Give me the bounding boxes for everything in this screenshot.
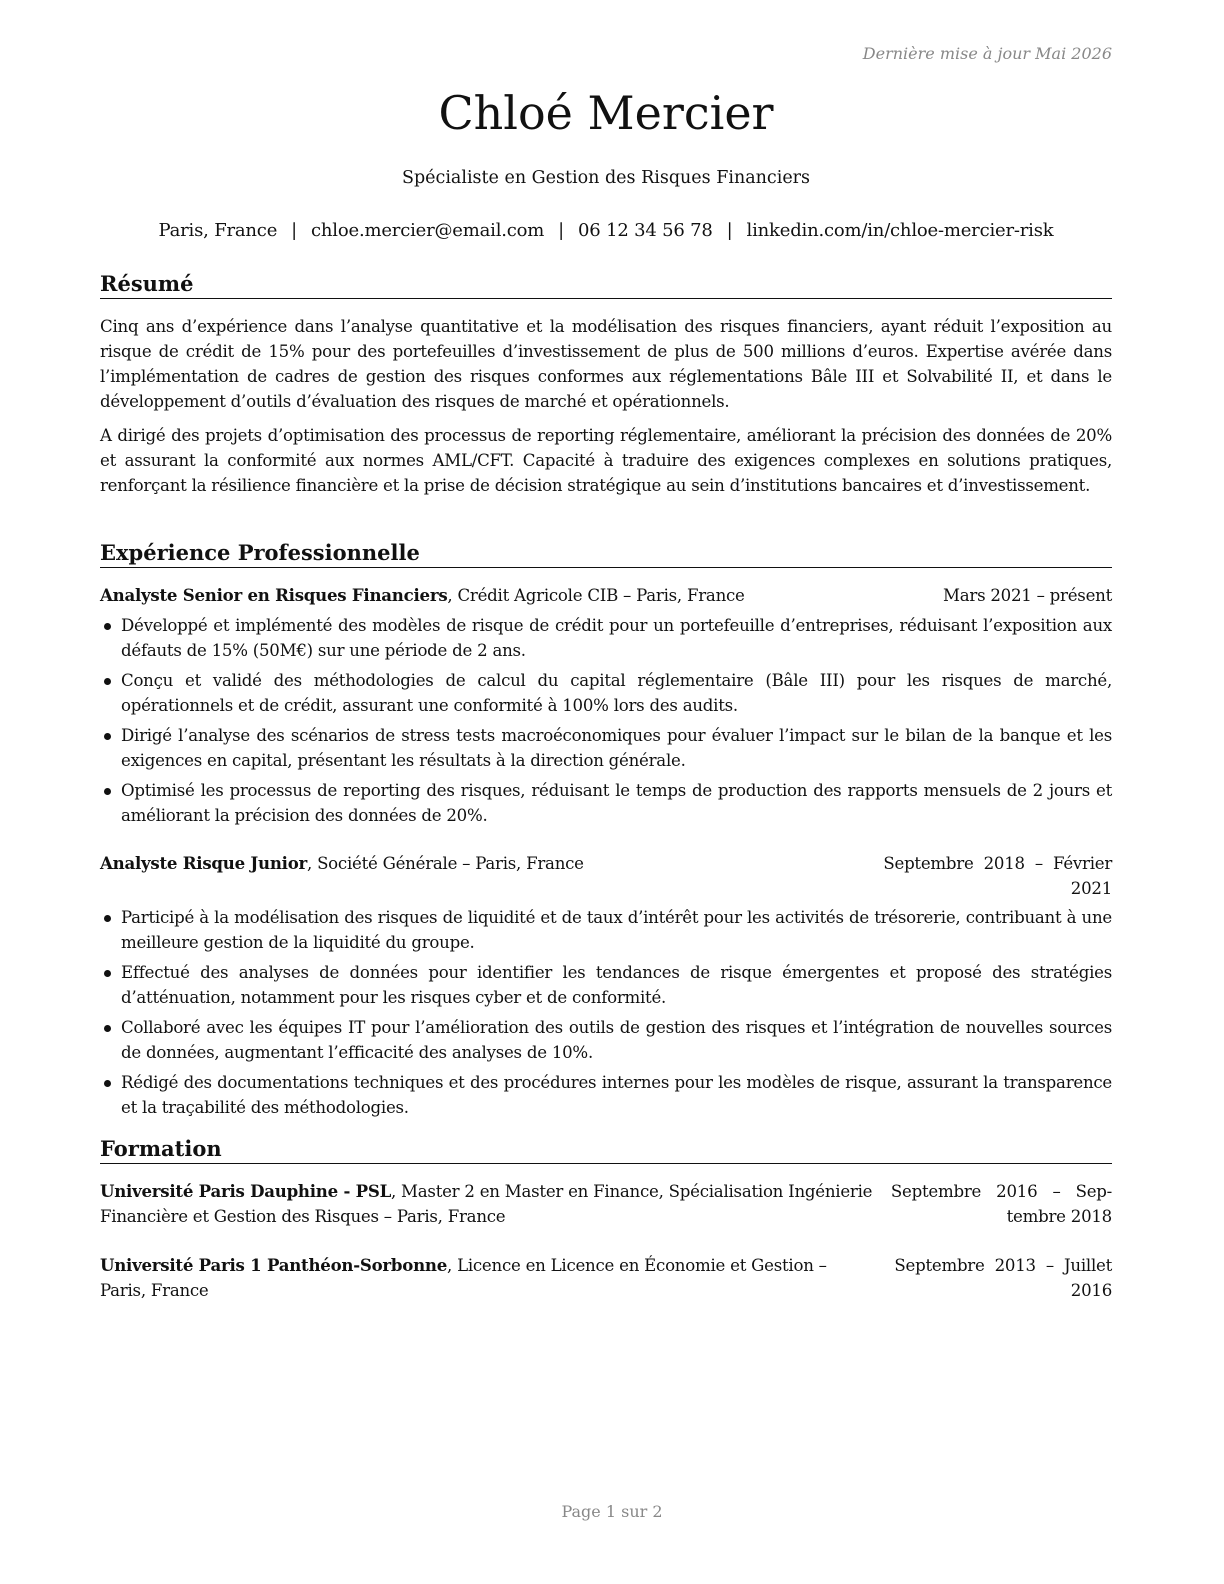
job-bullets: [100, 613, 1112, 833]
education-dates: tembre 2018: [1006, 1207, 1112, 1226]
contact-location: Paris, France: [158, 220, 278, 241]
section-title-experience: Expérience Professionnelle: [100, 540, 1112, 568]
bullet-item: Dirigé l’analyse des scénarios de stress tests macroéconomiques pour évaluer l’impact sur le bilan de la banque et les exigences en capital, présentant les résultats à la direction générale.: [100, 723, 1112, 773]
education-degree: , Master 2 en Master en Finance, Spécialisation Ingénierie: [391, 1182, 873, 1201]
contact-separator: |: [726, 220, 733, 241]
education-item: [100, 1253, 1112, 1303]
education-school: Université Paris 1 Panthéon-Sorbonne: [100, 1255, 448, 1275]
contact-separator: |: [291, 220, 298, 241]
education-degree: , Licence en Licence en Économie et Gestion –: [447, 1256, 827, 1275]
education-line: Financière et Gestion des Risques – Paris, France: [100, 1207, 506, 1226]
job-dates-line: Septembre 2018 – Février: [883, 854, 1112, 873]
page-number: Page 1 sur 2: [561, 1502, 663, 1521]
bullet-item: Rédigé des documentations techniques et des procédures internes pour les modèles de risque, assurant la transparence et la traçabilité des méthodologies.: [100, 1070, 1112, 1120]
job-role: Analyste Senior en Risques Financiers: [100, 585, 448, 605]
education-school: Université Paris Dauphine - PSL: [100, 1181, 391, 1201]
bullet-item: Développé et implémenté des modèles de risque de crédit pour un portefeuille d’entreprises, réduisant l’exposition aux défauts de 15% (50M€) sur une période de 2 ans.: [100, 613, 1112, 663]
job-header: [100, 583, 1112, 608]
job-header: [100, 851, 1112, 901]
job-role: Analyste Risque Junior: [100, 853, 308, 873]
education-line: [100, 1179, 980, 1204]
bullet-item: Participé à la modélisation des risques de liquidité et de taux d’intérêt pour les activités de trésorerie, contribuant à une meilleure gestion de la liquidité du groupe.: [100, 905, 1112, 955]
bullet-item: Effectué des analyses de données pour identifier les tendances de risque émergentes et proposé des stratégies d’atténuation, notamment pour les risques cyber et de conformité.: [100, 960, 1112, 1010]
bullet-item: Collaboré avec les équipes IT pour l’amélioration des outils de gestion des risques et l’intégration de nouvelles sources de données, augmentant l’efficacité des analyses de 10%.: [100, 1015, 1112, 1065]
job-bullets: [100, 905, 1112, 1125]
education-line: [100, 1253, 980, 1278]
bullet-item: Conçu et validé des méthodologies de calcul du capital réglementaire (Bâle III) pour les risques de marché, opérationnels et de crédit, assurant une conformité à 100% lors des audits.: [100, 668, 1112, 718]
section-title-summary: Résumé: [100, 271, 1112, 299]
contact-separator: |: [558, 220, 565, 241]
summary-paragraph: Cinq ans d’expérience dans l’analyse quantitative et la modélisation des risques financiers, ayant réduit l’exposition au risque de crédit de 15% pour des portefeuilles d’investissement de plus de 500 millions d’euros. Expertise avérée dans l’implémentation de cadres de gestion des risques conformes aux réglementations Bâle III et Solvabilité II, et dans le développement d’outils d’évaluation des risques de marché et opérationnels.: [100, 317, 1112, 411]
education-item: [100, 1179, 1112, 1229]
last-updated: Dernière mise à jour Mai 2026: [862, 44, 1112, 63]
education-dates: Septembre 2016 – Sep-: [890, 1182, 1112, 1201]
job-org: , Société Générale – Paris, France: [307, 854, 584, 873]
section-title-education: Formation: [100, 1136, 1112, 1164]
job-dates: Mars 2021 – présent: [943, 586, 1112, 605]
candidate-name: Chloé Mercier: [438, 86, 774, 140]
contact-phone: 06 12 34 56 78: [578, 220, 713, 241]
job-dates: [883, 851, 1112, 901]
job-org: , Crédit Agricole CIB – Paris, France: [447, 586, 745, 605]
summary-paragraph: A dirigé des projets d’optimisation des processus de reporting réglementaire, améliorant la précision des données de 20% et assurant la conformité aux normes AML/CFT. Capacité à traduire des exigences complexes en solutions pratiques, renforçant la résilience financière et la prise de décision stratégique au sein d’institutions bancaires et d’investissement.: [100, 426, 1112, 495]
contact-line: [100, 220, 1112, 241]
education-dates: Septembre 2013 – Juillet: [894, 1256, 1112, 1275]
job-dates-line: 2021: [1070, 879, 1112, 898]
education-dates: 2016: [1070, 1281, 1112, 1300]
candidate-tagline: Spécialiste en Gestion des Risques Financiers: [401, 168, 811, 188]
education-line: Paris, France: [100, 1281, 209, 1300]
contact-linkedin[interactable]: linkedin.com/in/chloe-mercier-risk: [746, 220, 1054, 241]
contact-email[interactable]: chloe.mercier@email.com: [311, 220, 545, 241]
bullet-item: Optimisé les processus de reporting des risques, réduisant le temps de production des rapports mensuels de 2 jours et améliorant la précision des données de 20%.: [100, 778, 1112, 828]
